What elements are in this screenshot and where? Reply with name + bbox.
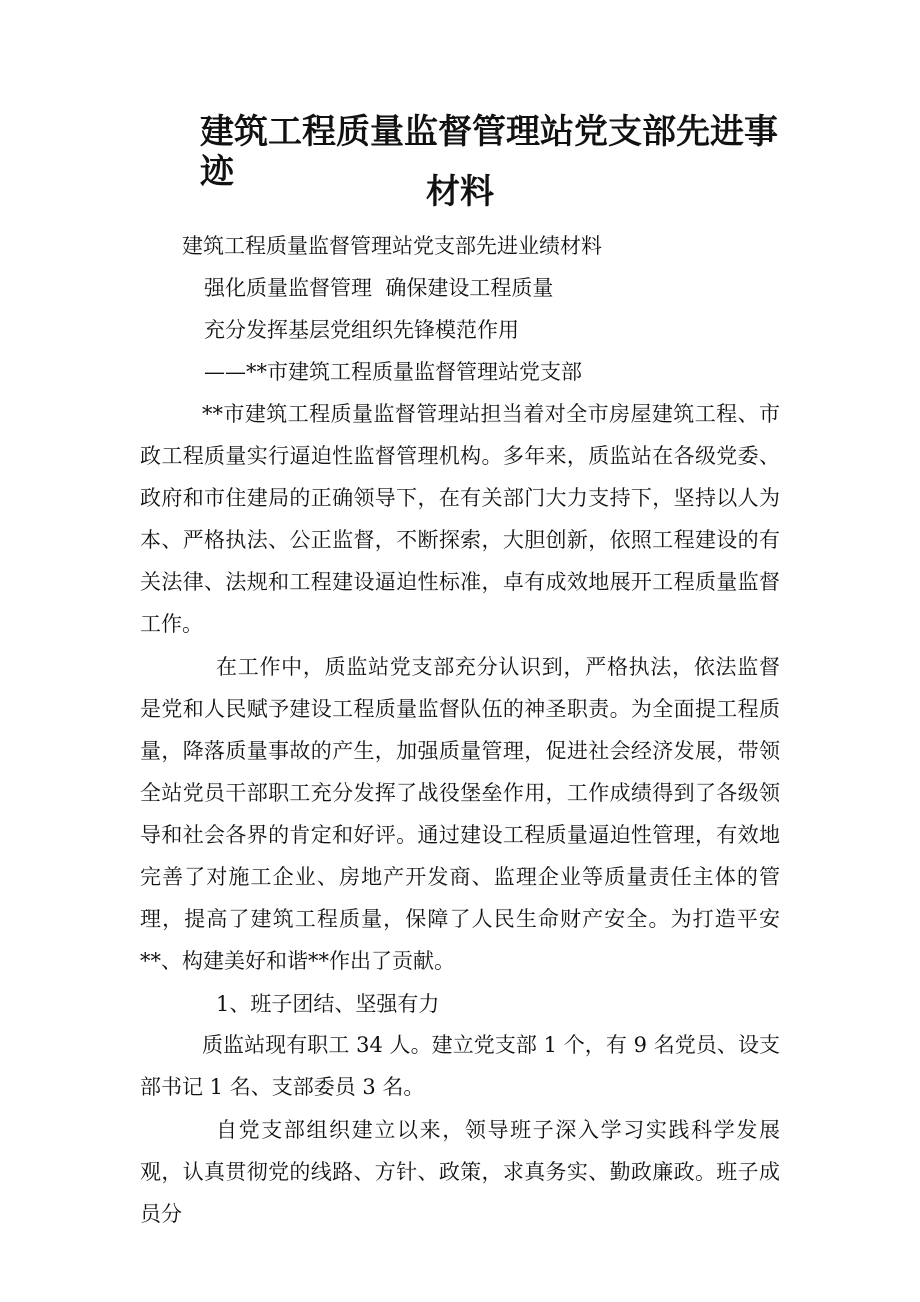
document-title-line2: 材料 [426, 172, 494, 212]
paragraph-intro: **市建筑工程质量监督管理站担当着对全市房屋建筑工程、市政工程质量实行逼迫性监督管理机构。多年来，质监站在各级党委、政府和市住建局的正确领导下，在有关部门大力支持下，坚持以人为本、严格执法、公正监督，不断探索，大胆创新，依照工程建设的有关法律、法规和工程建设逼迫性标准，卓有成效地展开工程质量监督工作。 [140, 402, 780, 636]
paragraph-work: 在工作中，质监站党支部充分认识到，严格执法，依法监督是党和人民赋予建设工程质量监督队伍的神圣职责。为全面提工程质量，降落质量事故的产生，加强质量管理，促进社会经济发展，带领全站党员干部职工充分发挥了战役堡垒作用，工作成绩得到了各级领导和社会各界的肯定和好评。通过建设工程质量逼迫性管理，有效地完善了对施工企业、房地产开发商、监理企业等质量责任主体的管理，提高了建筑工程质量，保障了人民生命财产安全。为打造平安**、构建美好和谐**作出了贡献。 [140, 655, 780, 973]
paragraph-staff: 质监站现有职工 34 人。建立党支部 1 个，有 9 名党员、设支部书记 1 名、支部委员 3 名。 [140, 1033, 780, 1099]
paragraph-leadership: 自党支部组织建立以来，领导班子深入学习实践科学发展观，认真贯彻党的线路、方针、政策，求真务实、勤政廉政。班子成员分 [140, 1118, 780, 1226]
heading-party: 充分发挥基层党组织先锋模范作用 [204, 318, 519, 342]
section-heading-1: 1、班子团结、坚强有力 [216, 992, 440, 1016]
document-title-line1: 建筑工程质量监督管理站党支部先进事迹 [200, 112, 778, 192]
document-subtitle: 建筑工程质量监督管理站党支部先进业绩材料 [182, 234, 602, 258]
byline: ——**市建筑工程质量监督管理站党支部 [204, 360, 582, 384]
heading-quality: 强化质量监督管理 确保建设工程质量 [204, 276, 554, 300]
